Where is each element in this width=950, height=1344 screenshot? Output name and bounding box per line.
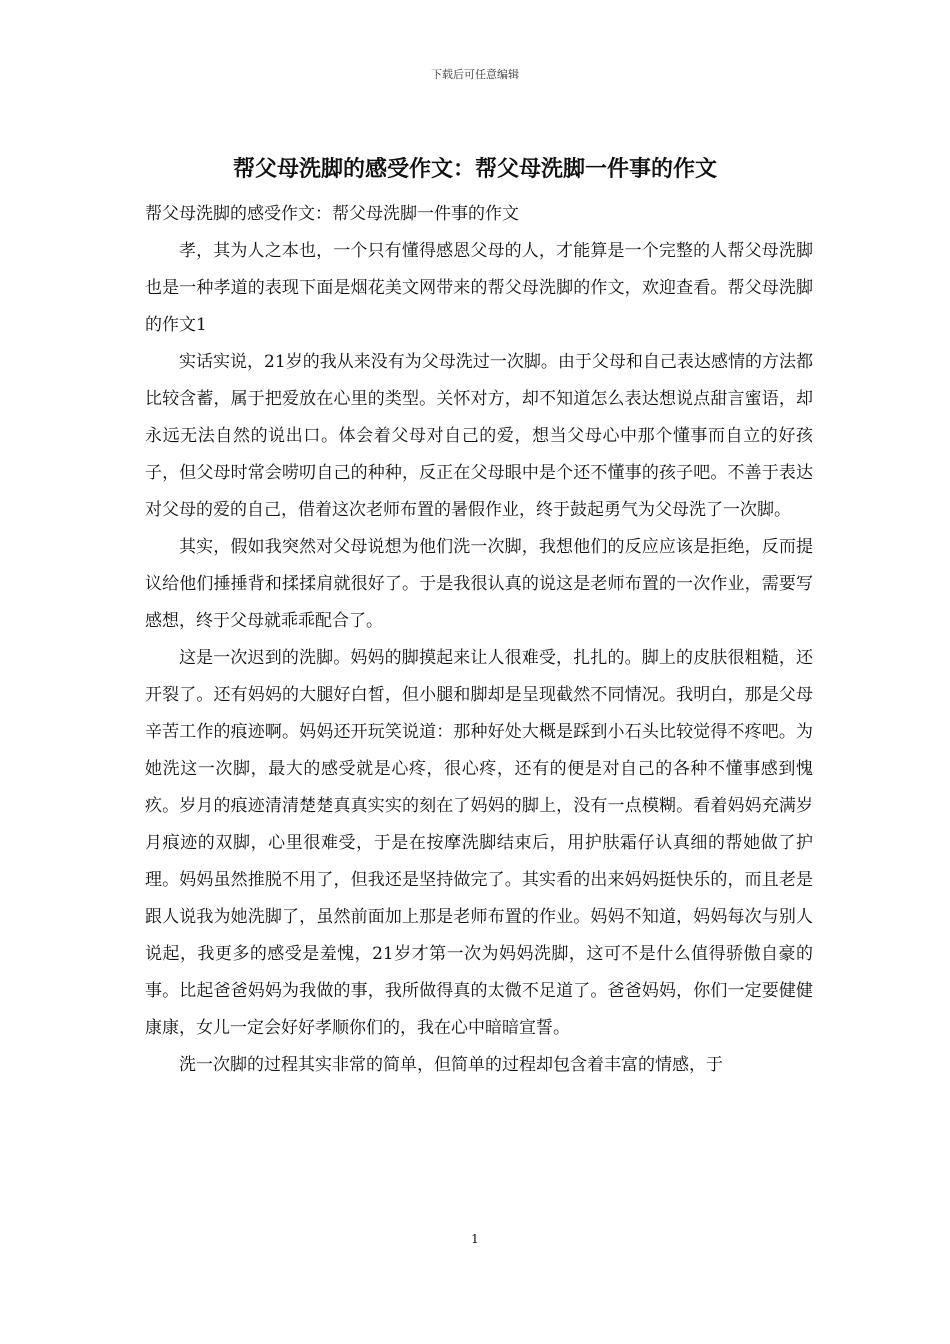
paragraph: 帮父母洗脚的感受作文：帮父母洗脚一件事的作文	[145, 204, 519, 224]
header-note: 下载后可任意编辑	[431, 68, 519, 81]
page-number: 1	[471, 1232, 479, 1246]
document-title: 帮父母洗脚的感受作文：帮父母洗脚一件事的作文	[232, 156, 717, 182]
paragraph: 洗一次脚的过程其实非常的简单，但简单的过程却包含着丰富的情感，于	[179, 1055, 723, 1075]
paragraph: 这是一次迟到的洗脚。妈妈的脚摸起来让人很难受，扎扎的。脚上的皮肤很粗糙，还开裂了。还有妈妈的大腿好白皙，但小腿和脚却是呈现截然不同情况。我明白，那是父母辛苦工作的痕迹啊。妈妈还开玩笑说道：那种好处大概是踩到小石头比较觉得不疼吧。为她洗这一次脚，最大的感受就是心疼，很心疼，还有的便是对自己的各种不懂事感到愧疚。岁月的痕迹清清楚楚真真实实的刻在了妈妈的脚上，没有一点模糊。看着妈妈充满岁月痕迹的双脚，心里很难受，于是在按摩洗脚结束后，用护肤霜仔认真细的帮她做了护理。妈妈虽然推脱不用了，但我还是坚持做完了。其实看的出来妈妈挺快乐的，而且老是跟人说我为她洗脚了，虽然前面加上那是老师布置的作业。妈妈不知道，妈妈每次与别人说起，我更多的感受是羞愧，21岁才第一次为妈妈洗脚，这可不是什么值得骄傲自豪的事。比起爸爸妈妈为我做的事，我所做得真的太微不足道了。爸爸妈妈，你们一定要健健康康，女儿一定会好好孝顺你们的，我在心中暗暗宣誓。	[145, 648, 813, 1038]
paragraph: 实话实说，21岁的我从来没有为父母洗过一次脚。由于父母和自己表达感情的方法都比较含蓄，属于把爱放在心里的类型。关怀对方，却不知道怎么表达想说点甜言蜜语，却永远无法自然的说出口。体会着父母对自己的爱，想当父母心中那个懂事而自立的好孩子，但父母时常会唠叨自己的种种，反正在父母眼中是个还不懂事的孩子吧。不善于表达对父母的爱的自己，借着这次老师布置的暑假作业，终于鼓起勇气为父母洗了一次脚。	[145, 352, 813, 520]
paragraph: 孝，其为人之本也，一个只有懂得感恩父母的人，才能算是一个完整的人帮父母洗脚也是一种孝道的表现下面是烟花美文网带来的帮父母洗脚的作文，欢迎查看。帮父母洗脚的作文1	[145, 241, 813, 335]
document-body	[145, 196, 813, 1084]
paragraph: 其实，假如我突然对父母说想为他们洗一次脚，我想他们的反应应该是拒绝，反而提议给他们捶捶背和揉揉肩就很好了。于是我很认真的说这是老师布置的一次作业，需要写感想，终于父母就乖乖配合了。	[145, 537, 813, 631]
